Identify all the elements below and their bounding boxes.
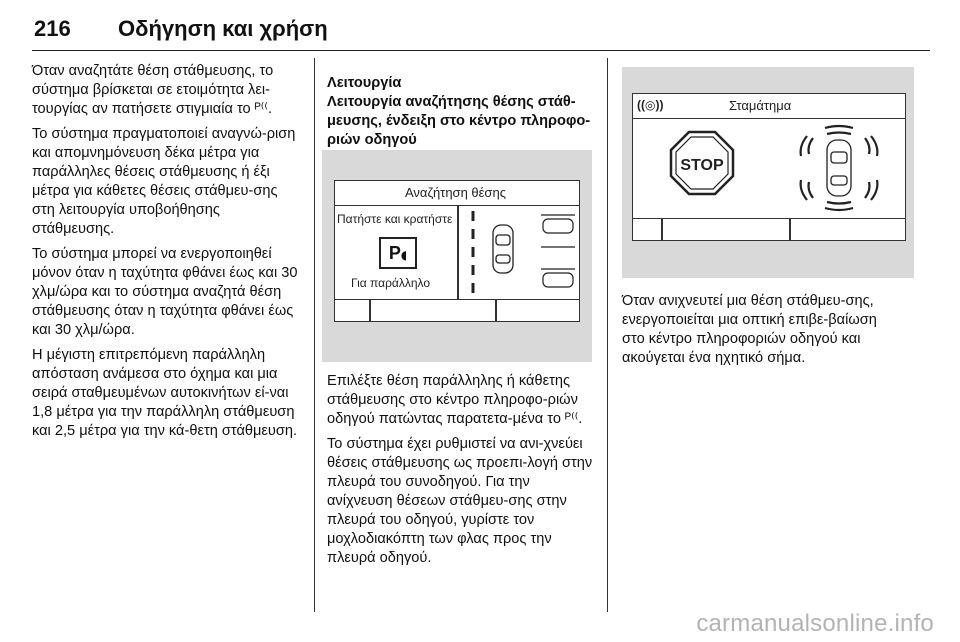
col1-paragraph-1: Όταν αναζητάτε θέση στάθμευσης, το σύστημα βρίσκεται σε ετοιμότητα λει-τουργίας αν πατήσετε στιγμιαία το ᴾ⁽⁽.	[32, 63, 274, 117]
column-divider-1	[314, 58, 315, 612]
column-2-headings	[327, 74, 592, 154]
parallel-mode-label: Για παράλληλο	[351, 276, 431, 290]
parking-lane-illustration	[459, 207, 577, 299]
stop-sign-text: STOP	[680, 157, 724, 174]
col2-paragraph-2: Το σύστημα έχει ρυθμιστεί να ανι-χνεύει θέσεις στάθμευσης ως προεπι-λογή στην πλευρά του συνοδηγού. Για την ανίχνευση θέσεων στάθμευ-σης στην πλευρά του οδηγού, γυρίστε τον μοχλοδιακόπτη των φλας προς την πλευρά οδηγού.	[327, 436, 593, 566]
column-divider-2	[607, 58, 608, 612]
page-header	[32, 14, 930, 51]
section-heading: Λειτουργία	[327, 75, 402, 91]
sound-waves-icon: ◖	[400, 248, 408, 262]
column-3	[622, 292, 892, 374]
col3-paragraph-1: Όταν ανιχνευτεί μια θέση στάθμευ-σης, ενεργοποιείται μια οπτική επιβε-βαίωση στο κέντρο πληροφοριών οδηγού και ακούγεται ένα ηχητικό σήμα.	[622, 293, 877, 366]
col1-paragraph-2: Το σύστημα πραγματοποιεί αναγνώ-ριση και απομνημόνευση δέκα μέτρα για παράλληλες θέσεις στάθμευσης ή έξι μέτρα για κάθετες θέσεις στάθμευ-σης στη λειτουργία υποβοήθησης στάθμευσης.	[32, 126, 296, 237]
figure-parking-search	[322, 150, 592, 362]
stop-sign-icon	[669, 130, 735, 196]
column-1	[32, 62, 304, 447]
press-hold-label: Πατήστε και κρατήστε	[337, 212, 453, 226]
parking-assist-icon: P◖	[379, 237, 417, 269]
subsection-heading: Λειτουργία αναζήτησης θέσης στάθ-μευσης, ένδειξη στο κέντρο πληροφο-ριών οδηγού	[327, 94, 591, 148]
col2-paragraph-1: Επιλέξτε θέση παράλληλης ή κάθετης στάθμευσης στο κέντρο πληροφο-ριών οδηγού πατώντας παρατετα-μένα το ᴾ⁽⁽.	[327, 373, 583, 427]
column-2-body	[327, 372, 595, 574]
page-number: 216	[34, 16, 71, 41]
col1-paragraph-4: Η μέγιστη επιτρεπόμενη παράλληλη απόσταση ανάμεσα στο όχημα και μια σειρά σταθμευμένων αυτοκινήτων εί-ναι 1,8 μέτρα για την παράλληλη στάθμευση και 2,5 μέτρα για την κά-θετη στάθμευση.	[32, 347, 298, 439]
dic-screen-stop	[632, 93, 906, 241]
dic-screen-search	[334, 180, 580, 322]
page-title: Οδήγηση και χρήση	[118, 16, 328, 41]
screen-title-stop: Σταμάτημα	[729, 98, 792, 113]
car-top-view-icon	[493, 225, 513, 273]
steering-wheel-warning-icon: ((◎))	[637, 98, 664, 112]
watermark: carmanualsonline.info	[696, 610, 934, 637]
col1-paragraph-3: Το σύστημα μπορεί να ενεργοποιηθεί μόνον όταν η ταχύτητα φθάνει έως και 30 χλμ/ώρα και το σύστημα αναζητά θέση στάθμευσης όταν η ταχύτητα φθάνει έως και 30 χλμ/ώρα.	[32, 246, 298, 338]
screen-title-search: Αναζήτηση θέσης	[405, 185, 506, 200]
figure-stop	[622, 67, 914, 278]
car-proximity-sensor-icon	[789, 124, 889, 212]
